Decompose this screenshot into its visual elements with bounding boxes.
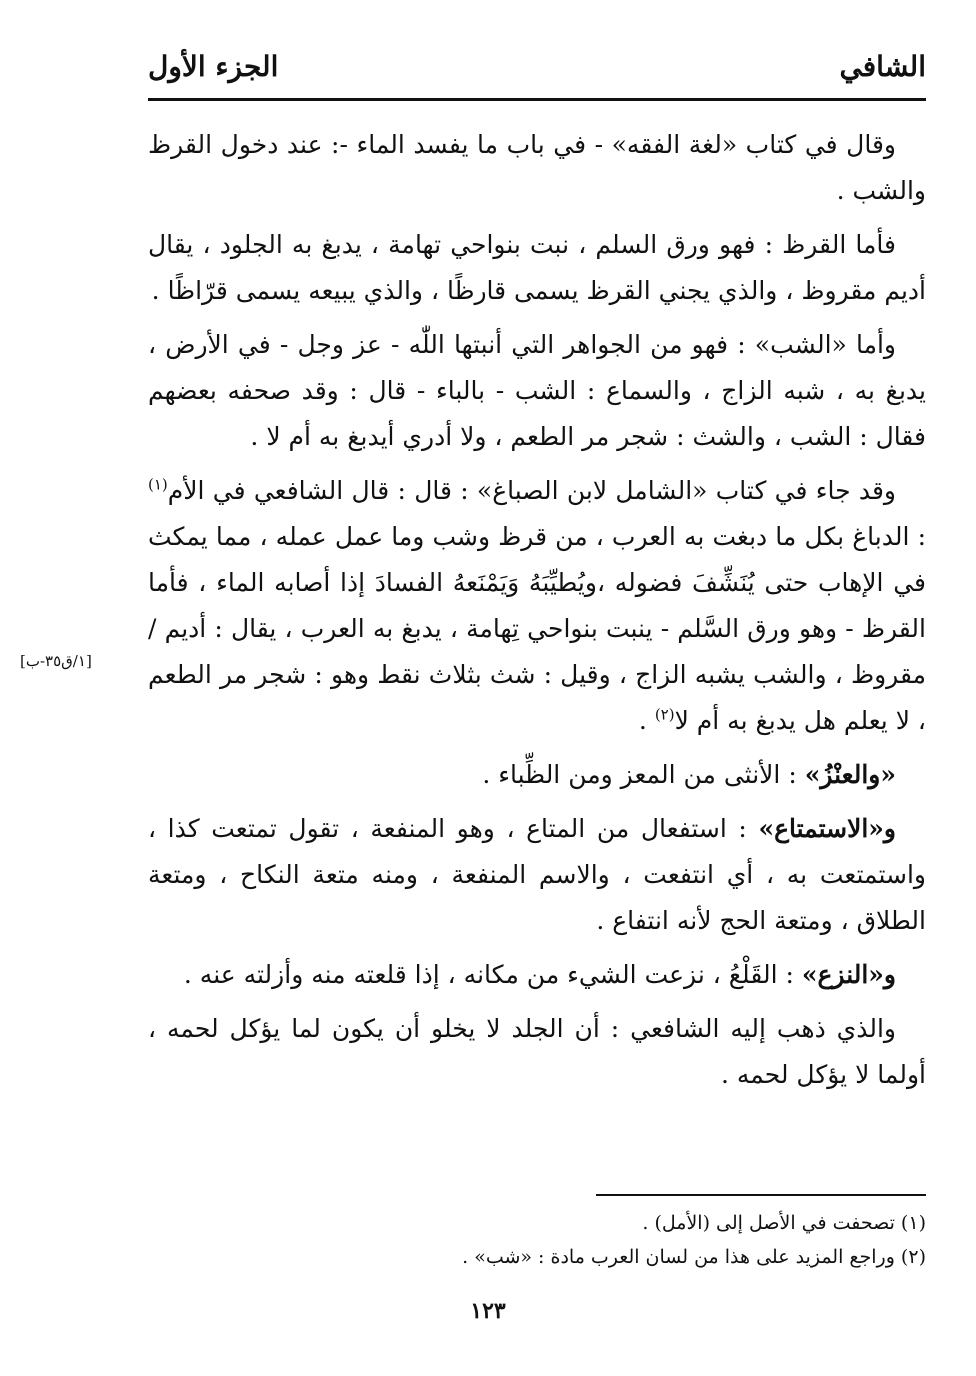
definition-anz: [148, 752, 926, 798]
definition-text: : الأنثى من المعز ومن الظِّباء .: [482, 760, 805, 789]
page-number: ١٢٣: [470, 1298, 506, 1324]
manuscript-folio-note: [١/ق٣٥-ب]: [20, 652, 92, 670]
footnote-divider: [596, 1194, 926, 1196]
book-title: الشافي: [839, 50, 926, 83]
definition-istimta: [148, 806, 926, 944]
paragraph-4-end: .: [638, 706, 655, 735]
paragraph-2: فأما القرظ : فهو ورق السلم ، نبت بنواحي تهامة ، يدبغ به الجلود ، يقال أديم مقروظ ، والذي يجني القرظ يسمى قارظًا ، والذي يبيعه يسمى قرّاظًا .: [148, 230, 926, 305]
paragraph-4-start: وقد جاء في كتاب «الشامل لابن الصباغ» : قال : قال الشافعي في الأم: [167, 476, 896, 505]
main-text: [148, 122, 926, 1106]
footnote-ref-2[interactable]: (٢): [654, 705, 675, 724]
definition-text: : استفعال من المتاع ، وهو المنفعة ، تقول تمتعت كذا ، واستمتعت به ، أي انتفعت ، والاسم المنفعة ، ومنه متعة النكاح ، ومتعة الطلاق ، ومتعة الحج لأنه انتفاع .: [148, 814, 926, 935]
paragraph-4: [148, 468, 926, 744]
definition-naz: [148, 952, 926, 998]
running-header: [148, 42, 926, 101]
footnote-1: (١) تصحفت في الأصل إلى (الأمل) .: [642, 1212, 926, 1234]
definition-term: و«النزع»: [801, 960, 896, 989]
footnote-2: (٢) وراجع المزيد على هذا من لسان العرب مادة : «شب» .: [462, 1246, 926, 1268]
paragraph-3: وأما «الشب» : فهو من الجواهر التي أنبتها اللّٰه - عز وجل - في الأرض ، يدبغ به ، شبه الزاج ، والسماع : الشب - بالباء - قال : وقد صحفه بعضهم فقال : الشب ، والشث : شجر مر الطعم ، ولا أدري أيدبغ به أم لا .: [148, 330, 926, 451]
footnotes: [148, 1206, 926, 1274]
volume-title: الجزء الأول: [148, 50, 279, 83]
footnote-ref-1[interactable]: (١): [148, 475, 168, 494]
definition-text: : القَلْعُ ، نزعت الشيء من مكانه ، إذا قلعته منه وأزلته عنه .: [183, 960, 802, 989]
closing-paragraph: والذي ذهب إليه الشافعي : أن الجلد لا يخلو أن يكون لما يؤكل لحمه ، أولما لا يؤكل لحمه .: [148, 1014, 926, 1089]
paragraph-1: وقال في كتاب «لغة الفقه» - في باب ما يفسد الماء -: عند دخول القرظ والشب .: [148, 130, 926, 205]
paragraph-4-middle: : الدباغ بكل ما دبغت به العرب ، من قرظ وشب وما عمل عمله ، مما يمكث في الإهاب حتى يُنَشِّفَ فضوله ،ويُطيِّبَهُ وَيَمْنَعهُ الفسادَ إذا أصابه الماء ، فأما القرظ - وهو ورق السَّلم - ينبت بنواحي تِهامة ، يدبغ به العرب ، يقال : أديم / مقروظ ، والشب يشبه الزاج ، وقيل : شث بثلاث نقط وهو : شجر مر الطعم ، لا يعلم هل يدبغ به أم لا: [148, 522, 926, 735]
definition-term: «والعنْزُ»: [804, 760, 896, 789]
definition-term: و«الاستمتاع»: [758, 814, 896, 843]
